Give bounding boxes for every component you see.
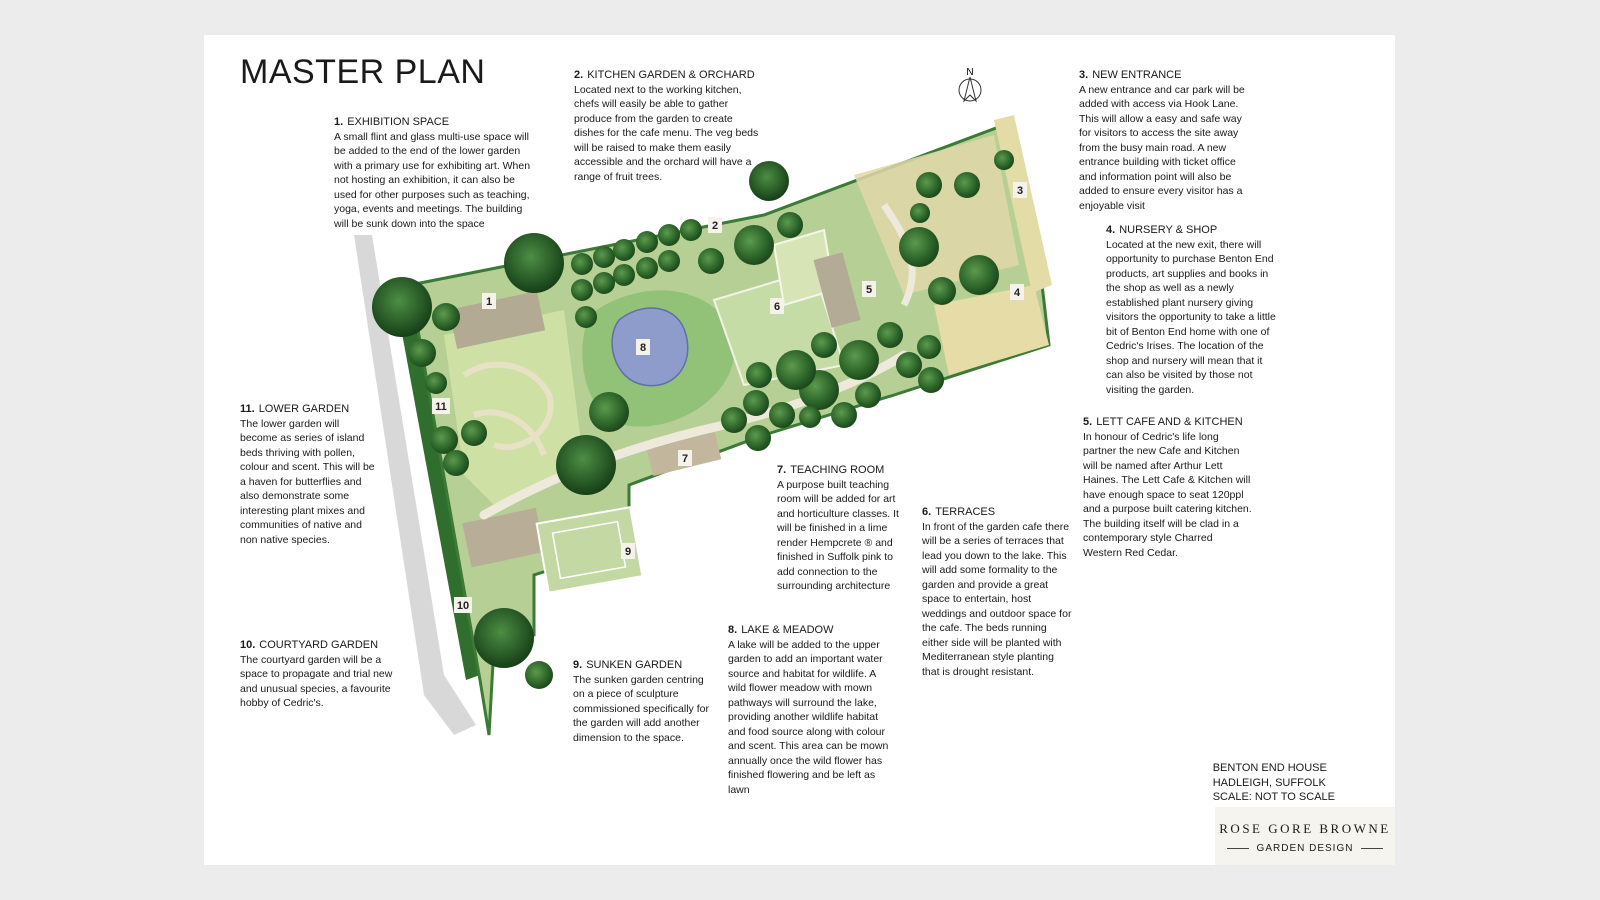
map-marker-label: 1 — [485, 296, 493, 308]
map-marker-label: 10 — [456, 600, 470, 612]
tree — [877, 322, 903, 348]
location-block — [1213, 761, 1335, 805]
map-marker-6 — [770, 298, 784, 314]
tree — [613, 239, 635, 261]
map-marker-9 — [621, 543, 635, 559]
note-lake-meadow: 8. LAKE & MEADOW A lake will be added to the upper garden to add an important water source and habitat for wildlife. A wild flower meadow with mown pathways will surround the lake, providing another wildlife habitat and food source along with colour and scent. This area can be mown annually once the wild flower has finished flowering and be left as lawn — [728, 624, 889, 796]
tree — [461, 420, 487, 446]
map-marker-8 — [636, 339, 650, 355]
tree — [636, 257, 658, 279]
tree — [443, 450, 469, 476]
tree — [954, 172, 980, 198]
tree — [811, 332, 837, 358]
tree — [474, 608, 534, 668]
location-line: BENTON END HOUSE — [1212, 762, 1327, 774]
map-marker-label: 3 — [1016, 185, 1024, 197]
tree — [745, 425, 771, 451]
note-courtyard-garden: 10. COURTYARD GARDEN The courtyard garden will be a space to propagate and trial new and unusual species, a favourite hobby of Cedric's. — [240, 639, 393, 709]
master-plan-page — [204, 35, 1395, 865]
tree — [855, 382, 881, 408]
tree — [743, 390, 769, 416]
tree — [593, 246, 615, 268]
map-marker-2 — [708, 217, 722, 233]
map-marker-7 — [678, 450, 692, 466]
map-marker-label: 11 — [435, 401, 447, 413]
page-title: MASTER PLAN — [240, 53, 486, 91]
map-marker-1 — [482, 293, 496, 309]
tree — [918, 367, 944, 393]
note-exhibition-space: 1. EXHIBITION SPACE A small flint and glass multi-use space will be added to the end of the lower garden with a primary use for exhibiting art. When not hosting an exhibition, it can also be used for other purposes such as teaching, yoga, events and meetings. The building will be sunk down into the space — [334, 116, 531, 230]
note-sunken-garden: 9. SUNKEN GARDEN The sunken garden centring on a piece of sculpture commissioned specifically for the garden will add another dimension to the space. — [573, 659, 709, 744]
tree — [432, 303, 460, 331]
designer-logo — [1215, 807, 1395, 865]
designer-subtitle: GARDEN DESIGN — [1215, 843, 1395, 854]
compass — [959, 67, 981, 101]
tree — [636, 231, 658, 253]
tree — [769, 402, 795, 428]
note-terraces: 6. TERRACES In front of the garden cafe there will be a series of terraces that lead you down to the lake. This will add some formality to the garden and provide a great space to entertain, host weddings and outdoor space for the cafe. The beds running either side will be planted with Mediterranean style planting that is drought resistant. — [922, 506, 1072, 678]
tree — [408, 339, 436, 367]
tree — [658, 224, 680, 246]
tree — [928, 277, 956, 305]
tree — [425, 372, 447, 394]
map-marker-4 — [1010, 284, 1024, 300]
map-marker-label: 5 — [865, 284, 873, 296]
note-lower-garden: 11. LOWER GARDEN The lower garden will become as series of island beds thriving with pollen, colour and scent. This will be a haven for butterflies and also demonstrate some interesting plant mixes and communities of native and non native species. — [240, 403, 375, 546]
tree — [504, 233, 564, 293]
tree — [589, 392, 629, 432]
tree — [916, 172, 942, 198]
tree — [372, 277, 432, 337]
tree — [994, 150, 1014, 170]
tree — [777, 212, 803, 238]
map-marker-11 — [432, 398, 450, 414]
tree — [593, 272, 615, 294]
compass-arrow-icon — [964, 77, 976, 101]
tree — [658, 250, 680, 272]
note-nursery-shop: 4. NURSERY & SHOP Located at the new exit, there will opportunity to purchase Benton End products, art supplies and books in the shop as well as a newly established plant nursery giving visitors the opportunity to take a little bit of Benton End home with one of Cedric's Irises. The location of the shop and nursery will mean that it can also be visited by those not visiting the garden. — [1106, 224, 1276, 396]
tree — [556, 435, 616, 495]
tree — [910, 203, 930, 223]
map-marker-label: 2 — [711, 220, 719, 232]
map-marker-label: 6 — [773, 301, 781, 313]
map-marker-label: 8 — [639, 342, 647, 354]
tree — [680, 219, 702, 241]
tree — [799, 406, 821, 428]
compass-circle — [959, 79, 981, 101]
tree — [959, 255, 999, 295]
map-marker-label: 9 — [624, 546, 632, 558]
map-marker-10 — [454, 597, 472, 613]
tree — [698, 248, 724, 274]
location-line: SCALE: NOT TO SCALE — [1212, 791, 1335, 803]
tree — [571, 253, 593, 275]
map-marker-3 — [1013, 182, 1027, 198]
note-new-entrance: 3. NEW ENTRANCE A new entrance and car park will be added with access via Hook Lane. This will allow a easy and safe way for visitors to access the site away from the busy main road. A new entrance building with ticket office and information point will also be added to ensure every visitor has a enjoyable visit — [1079, 69, 1245, 212]
tree — [571, 279, 593, 301]
note-teaching-room: 7. TEACHING ROOM A purpose built teaching room will be added for art and horticulture classes. It will be finished in a lime render Hempcrete ® and finished in Suffolk pink to add connection to the surrounding architecture — [777, 464, 899, 592]
tree — [831, 402, 857, 428]
map-marker-label: 7 — [681, 453, 689, 465]
tree — [899, 227, 939, 267]
tree — [776, 350, 816, 390]
tree — [839, 340, 879, 380]
designer-name: ROSE GORE BROWNE — [1219, 821, 1391, 836]
tree — [746, 362, 772, 388]
tree — [917, 335, 941, 359]
tree — [525, 661, 553, 689]
tree — [896, 352, 922, 378]
location-line: HADLEIGH, SUFFOLK — [1212, 776, 1326, 789]
note-lett-cafe: 5. LETT CAFE AND & KITCHEN In honour of Cedric's life long partner the new Cafe and Kitchen will be named after Arthur Lett Haines. The Lett Cafe & Kitchen will have enough space to seat 120ppl and a purpose built catering kitchen. The building itself will be clad in a contemporary style Charred Western Red Cedar. — [1083, 416, 1252, 559]
tree — [734, 225, 774, 265]
note-kitchen-garden: 2. KITCHEN GARDEN & ORCHARD Located next to the working kitchen, chefs will easily be able to gather produce from the garden to create dishes for the cafe menu. The veg beds will be raised to make them easily accessible and the orchard will have a range of fruit trees. — [574, 69, 759, 183]
tree — [613, 264, 635, 286]
map-marker-label: 4 — [1013, 287, 1021, 299]
compass-letter: N — [966, 67, 974, 78]
tree — [430, 426, 458, 454]
map-marker-5 — [862, 281, 876, 297]
tree — [721, 407, 747, 433]
tree — [575, 306, 597, 328]
